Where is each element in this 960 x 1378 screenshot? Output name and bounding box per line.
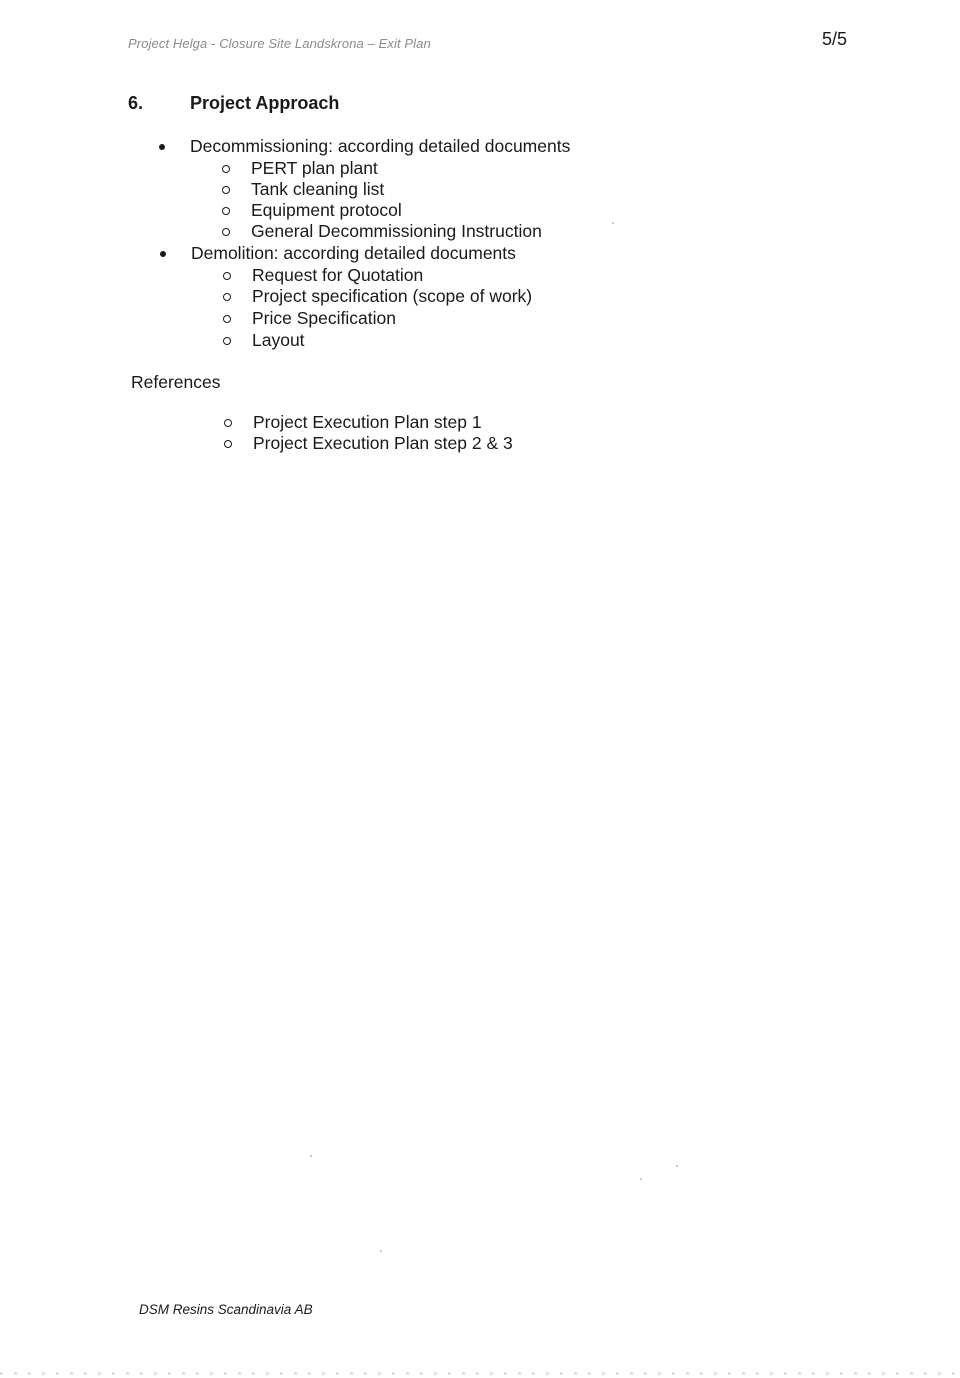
list-item bbox=[251, 179, 384, 200]
list-item-label: Tank cleaning list bbox=[251, 179, 385, 199]
approach-item-label: Demolition: according detailed documents bbox=[191, 243, 516, 263]
bullet-icon bbox=[160, 251, 166, 257]
list-item-label: General Decommissioning Instruction bbox=[251, 221, 542, 241]
document-header-title: Project Helga - Closure Site Landskrona – Exit Plan bbox=[128, 36, 431, 51]
list-item bbox=[251, 200, 402, 221]
bullet-icon bbox=[159, 144, 165, 150]
circle-bullet-icon bbox=[222, 228, 230, 236]
list-item bbox=[251, 158, 378, 179]
circle-bullet-icon bbox=[224, 440, 232, 448]
scan-edge-noise bbox=[0, 1372, 960, 1375]
scan-speck bbox=[380, 1250, 382, 1252]
list-item bbox=[251, 221, 542, 242]
approach-item-decommissioning bbox=[190, 136, 570, 157]
scan-speck bbox=[640, 1178, 642, 1180]
list-item bbox=[252, 330, 305, 351]
page-number: 5/5 bbox=[822, 29, 848, 49]
circle-bullet-icon bbox=[222, 186, 230, 194]
circle-bullet-icon bbox=[222, 207, 230, 215]
circle-bullet-icon bbox=[222, 165, 230, 173]
circle-bullet-icon bbox=[223, 293, 231, 301]
section-heading bbox=[128, 93, 339, 114]
footer-company: DSM Resins Scandinavia AB bbox=[139, 1302, 313, 1317]
list-item bbox=[252, 308, 396, 329]
reference-item bbox=[253, 433, 513, 454]
list-item-label: Equipment protocol bbox=[251, 200, 402, 220]
scan-speck bbox=[612, 222, 614, 224]
list-item bbox=[252, 286, 532, 307]
circle-bullet-icon bbox=[223, 315, 231, 323]
list-item bbox=[252, 265, 423, 286]
list-item-label: Layout bbox=[252, 330, 305, 350]
scan-speck bbox=[310, 1155, 312, 1157]
scan-speck bbox=[676, 1165, 678, 1167]
circle-bullet-icon bbox=[223, 272, 231, 280]
circle-bullet-icon bbox=[223, 337, 231, 345]
approach-item-demolition bbox=[191, 243, 516, 264]
references-heading: References bbox=[131, 372, 221, 392]
list-item-label: Request for Quotation bbox=[252, 265, 424, 285]
section-title: Project Approach bbox=[190, 93, 340, 113]
reference-item-label: Project Execution Plan step 1 bbox=[253, 412, 482, 432]
approach-item-label: Decommissioning: according detailed documents bbox=[190, 136, 571, 156]
reference-item bbox=[253, 412, 482, 433]
reference-item-label: Project Execution Plan step 2 & 3 bbox=[253, 433, 513, 453]
circle-bullet-icon bbox=[224, 419, 232, 427]
list-item-label: Price Specification bbox=[252, 308, 396, 328]
list-item-label: PERT plan plant bbox=[251, 158, 378, 178]
list-item-label: Project specification (scope of work) bbox=[252, 286, 533, 306]
section-number: 6. bbox=[128, 93, 144, 113]
